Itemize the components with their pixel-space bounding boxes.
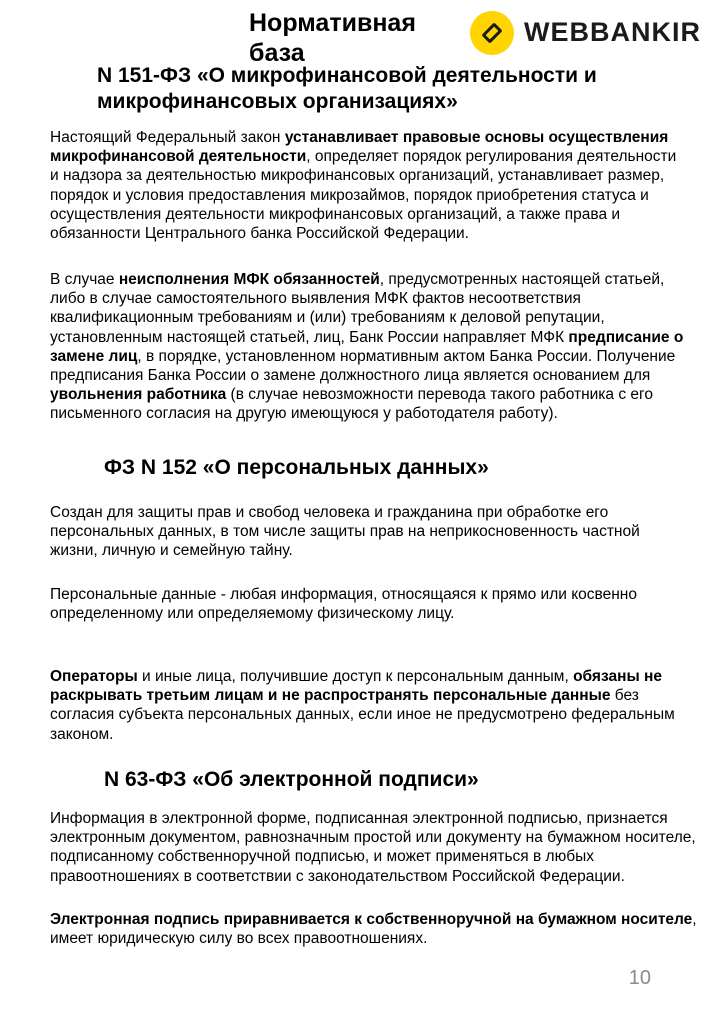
- law-152-paragraph-1: Создан для защиты прав и свобод человека и гражданина при обработке его персональных данных, в том числе защиты прав на неприкосновенность частной жизни, личную и семейную тайну.: [50, 504, 640, 560]
- law-63-paragraph-2: Электронная подпись приравнивается к собственноручной на бумажном носителе, имеет юридическую силу во всех правоотношениях.: [50, 911, 697, 948]
- slide-title: Нормативная база: [249, 9, 416, 67]
- law-152-paragraph-2: Персональные данные - любая информация, относящаяся к прямо или косвенно определенному или определяемому физическому лицу.: [50, 586, 637, 623]
- law-151-paragraph-2: В случае неисполнения МФК обязанностей, предусмотренных настоящей статьей, либо в случае самостоятельного выявления МФК фактов несоответствия квалификационным требованиям и (или) требованиям к деловой репутации, установленным настоящей статьей, лиц, Банк России направляет МФК предписание о замене лиц, в порядке, установленном нормативным актом Банка России. Получение предписания Банка России о замене должностного лица является основанием для увольнения работника (в случае невозможности перевода такого работника с его письменного согласия на другую имеющуюся у работодателя работу).: [50, 271, 684, 423]
- law-151-paragraph-1: Настоящий Федеральный закон устанавливает правовые основы осуществления микрофинансовой деятельности, определяет порядок регулирования деятельности и надзора за деятельностью микрофинансовых организаций, устанавливает размер, порядок и условия предоставления микрозаймов, порядок приобретения статуса и осуществления деятельности микрофинансовых организаций, а также права и обязанности Центрального банка Российской Федерации.: [50, 129, 677, 243]
- brand-name: WEBBANKIR: [524, 17, 701, 47]
- page-number: 10: [628, 967, 651, 989]
- brand-logo: [470, 10, 701, 55]
- law-63-paragraph-1: Информация в электронной форме, подписанная электронной подписью, признается электронным документом, равнозначным простой или документу на бумажном носителе, подписанному собственноручной подписью, и может применяться в любых правоотношениях в соответствии с законодательством Российской Федерации.: [50, 810, 696, 885]
- law-152-heading: ФЗ N 152 «О персональных данных»: [104, 456, 489, 479]
- law-152-paragraph-3: Операторы и иные лица, получившие доступ к персональным данным, обязаны не раскрывать третьим лицам и не распространять персональные данные без согласия субъекта персональных данных, если иное не предусмотрено федеральным законом.: [50, 668, 675, 743]
- law-63-heading: N 63-ФЗ «Об электронной подписи»: [104, 768, 479, 791]
- law-151-heading: N 151-ФЗ «О микрофинансовой деятельности и микрофинансовых организациях»: [97, 64, 597, 113]
- webbankir-logo-icon: [470, 11, 514, 55]
